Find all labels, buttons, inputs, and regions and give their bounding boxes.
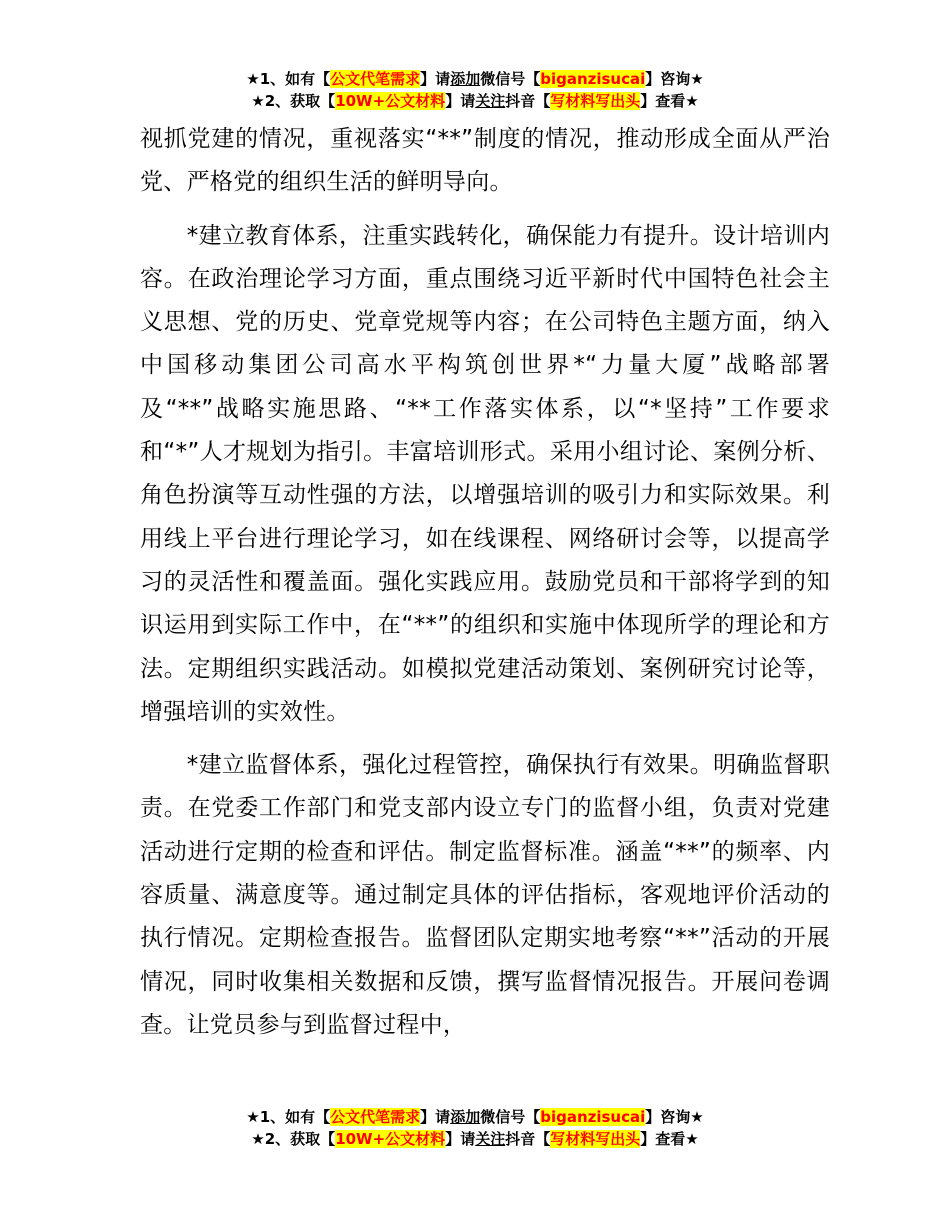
header-line1-prefix: ★1、如有【 — [246, 70, 331, 88]
header-line1-suffix: 】咨询★ — [645, 70, 704, 88]
body-paragraph-3: *建立监督体系，强化过程管控，确保执行有效果。明确监督职责。在党委工作部门和党支部内设立专门的监督小组，负责对党建活动进行定期的检查和评估。制定监督标准。涵盖“**”的频率、内容质量、满意度等。通过制定具体的评估指标，客观地评价活动的执行情况。定期检查报告。监督团队定期实地考察“**”活动的开展情况，同时收集相关数据和反馈，撰写监督情况报告。开展问卷调查。让党员参与到监督过程中， — [140, 752, 830, 1038]
footer-line2-highlight-account: 写材料写出头 — [550, 1130, 641, 1148]
footer-line1-mid2: 微信号【 — [480, 1108, 541, 1126]
footer-line2-underlined: 关注 — [475, 1130, 506, 1148]
footer-line1-underlined: 添加 — [450, 1108, 481, 1126]
footer-line1-highlight-wechat-id: biganzisucai — [540, 1108, 646, 1126]
body-paragraph-2: *建立教育体系，注重实践转化，确保能力有提升。设计培训内容。在政治理论学习方面，重点围绕习近平新时代中国特色社会主义思想、党的历史、党章党规等内容；在公司特色主题方面，纳入中国移动集团公司高水平构筑创世界*“力量大厦”战略部署及“**”战略实施思路、“**工作落实体系，以“*坚持”工作要求和“*”人才规划为指引。丰富培训形式。采用小组讨论、案例分析、角色扮演等互动性强的方法，以增强培训的吸引力和实际效果。利用线上平台进行理论学习，如在线课程、网络研讨会等，以提高学习的灵活性和覆盖面。强化实践应用。鼓励党员和干部将学到的知识运用到实际工作中，在“**”的组织和实施中体现所学的理论和方法。定期组织实践活动。如模拟党建活动策划、案例研究讨论等，增强培训的实效性。 — [140, 222, 830, 725]
header-line1-highlight-service: 公文代笔需求 — [330, 70, 421, 88]
footer-line2-prefix: ★2、获取【 — [251, 1130, 336, 1148]
footer-line1-prefix: ★1、如有【 — [246, 1108, 331, 1126]
header-line1-underlined: 添加 — [450, 70, 481, 88]
header-line2-mid1: 】请 — [445, 92, 476, 110]
footer-line2-highlight-materials: 10W+公文材料 — [335, 1130, 446, 1148]
header-line2-highlight-account: 写材料写出头 — [550, 92, 641, 110]
footer-banner — [0, 1106, 950, 1150]
header-line2-prefix: ★2、获取【 — [251, 92, 336, 110]
header-banner — [0, 68, 950, 112]
header-line1-mid2: 微信号【 — [480, 70, 541, 88]
header-line2-suffix: 】查看★ — [640, 92, 699, 110]
footer-line2-suffix: 】查看★ — [640, 1130, 699, 1148]
body-paragraph-1: 视抓党建的情况，重视落实“**”制度的情况，推动形成全面从严治党、严格党的组织生活的鲜明导向。 — [140, 126, 830, 196]
header-line2-mid2: 抖音【 — [505, 92, 551, 110]
footer-line1-mid1: 】请 — [420, 1108, 451, 1126]
footer-line1-highlight-service: 公文代笔需求 — [330, 1108, 421, 1126]
footer-line2-mid1: 】请 — [445, 1130, 476, 1148]
header-banner-line-2 — [0, 90, 950, 112]
document-body — [140, 118, 830, 1047]
header-line1-mid1: 】请 — [420, 70, 451, 88]
footer-banner-line-1 — [0, 1106, 950, 1128]
header-banner-line-1 — [0, 68, 950, 90]
header-line2-highlight-materials: 10W+公文材料 — [335, 92, 446, 110]
header-line2-underlined: 关注 — [475, 92, 506, 110]
footer-banner-line-2 — [0, 1128, 950, 1150]
footer-line1-suffix: 】咨询★ — [645, 1108, 704, 1126]
footer-line2-mid2: 抖音【 — [505, 1130, 551, 1148]
header-line1-highlight-wechat-id: biganzisucai — [540, 70, 646, 88]
